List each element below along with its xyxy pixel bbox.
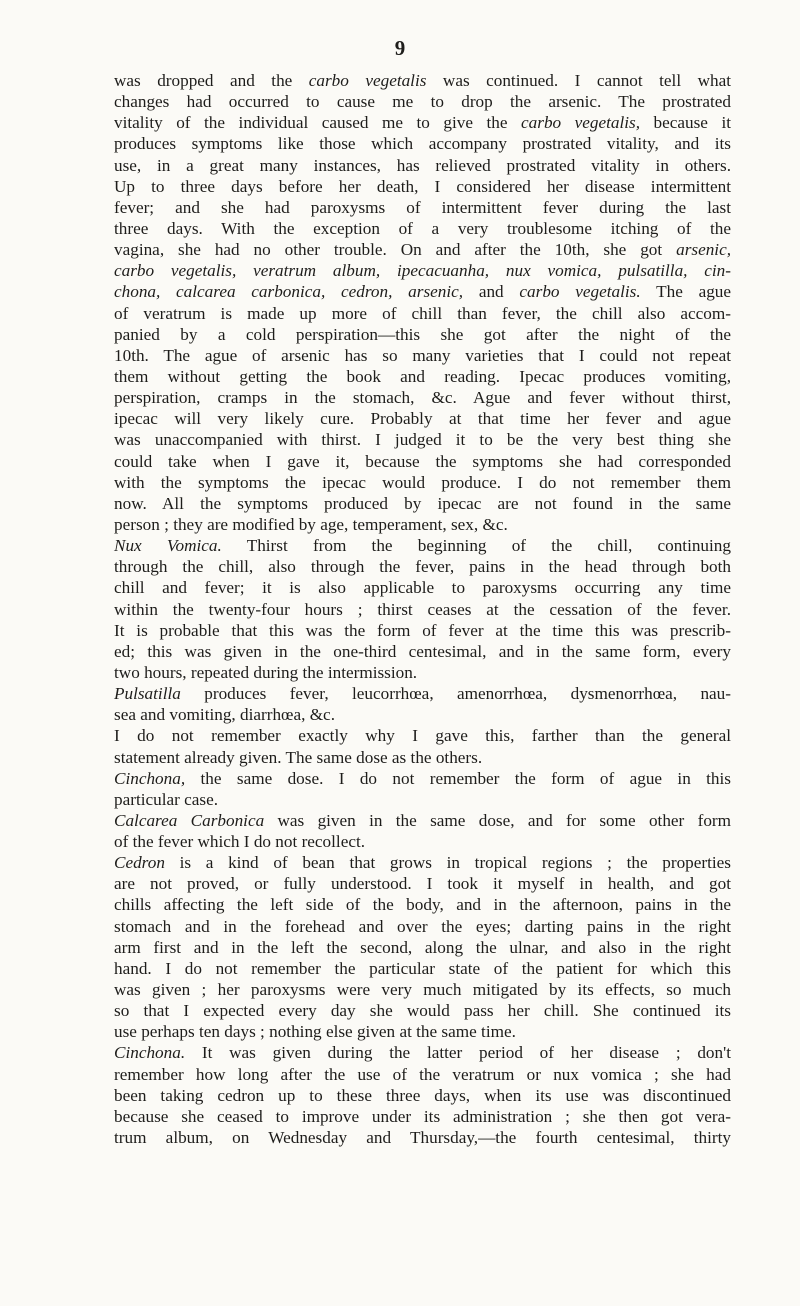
- text-line: [114, 916, 731, 937]
- text-run: produces symptoms like those which accompany prostrated vitality, and its: [114, 134, 731, 154]
- text-run: of veratrum is made up more of chill than fever, the chill also accom-: [114, 303, 731, 323]
- text-line: [114, 70, 731, 91]
- text-line: [114, 260, 731, 281]
- text-line: [114, 1021, 731, 1042]
- text-line: [114, 937, 731, 958]
- page-number: 9: [394, 36, 406, 60]
- text-line: [114, 768, 731, 789]
- text-line: [114, 831, 731, 852]
- text-line: [114, 218, 731, 239]
- text-line: [114, 852, 731, 873]
- text-run: was dropped and the: [114, 71, 309, 90]
- text-run: ipecac will very likely cure. Probably at that time her fever and ague: [114, 409, 731, 429]
- text-line: [114, 620, 731, 641]
- text-line: [114, 1106, 731, 1127]
- italic-text: carbo vegetalis, veratrum album, ipecacuanha, nux vomica, pulsatilla, cin-: [114, 261, 731, 281]
- text-run: person ; they are modified by age, temperament, sex, &c.: [114, 514, 508, 534]
- italic-text: carbo vegetalis,: [521, 113, 641, 133]
- text-run: now. All the symptoms produced by ipecac are not found in the same: [114, 493, 731, 513]
- text-line: [114, 155, 731, 176]
- text-line: [114, 197, 731, 218]
- text-line: [114, 408, 731, 429]
- text-line: [114, 366, 731, 387]
- text-run: changes had occurred to cause me to drop the arsenic. The prostrated: [114, 92, 731, 112]
- text-line: [114, 1085, 731, 1106]
- text-run: with the symptoms the ipecac would produce. I do not remember them: [114, 472, 731, 492]
- text-line: [114, 493, 731, 514]
- text-line: [114, 725, 731, 746]
- text-line: [114, 303, 731, 324]
- text-run: Up to three days before her death, I considered her disease intermittent: [114, 176, 731, 196]
- text-line: [114, 894, 731, 915]
- text-run: was given ; her paroxysms were very much mitigated by its effects, so much: [114, 980, 731, 1000]
- text-line: [114, 1127, 731, 1148]
- text-run: hand. I do not remember the particular state of the patient for which this: [114, 958, 731, 978]
- text-run: was unaccompanied with thirst. I judged it to be the very best thing she: [114, 430, 731, 450]
- text-line: [114, 239, 731, 260]
- text-run: use perhaps ten days ; nothing else given at the same time.: [114, 1022, 516, 1042]
- text-line: [114, 1064, 731, 1085]
- text-run: fever; and she had paroxysms of intermittent fever during the last: [114, 197, 731, 217]
- italic-text: Cinchona.: [114, 1043, 186, 1063]
- text-run: statement already given. The same dose as the others.: [114, 747, 483, 767]
- text-run: because she ceased to improve under its administration ; she then got vera-: [114, 1106, 731, 1126]
- text-run: because it: [640, 113, 731, 133]
- text-run: been taking cedron up to these three days, when its use was discontinued: [114, 1085, 731, 1105]
- text-run: Thirst from the beginning of the chill, continuing: [221, 536, 731, 556]
- text-run: is a kind of bean that grows in tropical regions ; the properties: [164, 853, 731, 873]
- italic-text: arsenic,: [676, 240, 731, 260]
- text-line: [114, 429, 731, 450]
- text-run: ed; this was given in the one-third centesimal, and in the same form, every: [114, 641, 731, 661]
- text-run: particular case.: [114, 789, 219, 809]
- text-run: chills affecting the left side of the body, and in the afternoon, pains in the: [114, 895, 731, 915]
- text-line: [114, 451, 731, 472]
- text-line: [114, 281, 731, 302]
- text-line: [114, 112, 731, 133]
- text-line: [114, 91, 731, 112]
- text-run: and: [463, 282, 520, 302]
- text-line: [114, 747, 731, 768]
- italic-text: carbo vegetalis: [308, 71, 427, 90]
- text-run: arm first and in the left the second, along the ulnar, and also in the right: [114, 937, 731, 957]
- text-run: It is probable that this was the form of fever at the time this was prescrib-: [114, 620, 731, 640]
- text-run: three days. With the exception of a very troublesome itching of the: [114, 218, 731, 238]
- text-line: [114, 958, 731, 979]
- text-line: [114, 789, 731, 810]
- text-run: the same dose. I do not remember the form of ague in this: [185, 768, 731, 788]
- text-run: vitality of the individual caused me to give the: [114, 113, 522, 133]
- text-run: sea and vomiting, diarrhœa, &c.: [114, 705, 335, 725]
- text-line: [114, 979, 731, 1000]
- text-run: through the chill, also through the fever, pains in the head through both: [114, 557, 731, 577]
- text-line: [114, 683, 731, 704]
- text-run: two hours, repeated during the intermission.: [114, 662, 418, 682]
- italic-text: chona, calcarea carbonica, cedron, arsenic,: [114, 282, 464, 302]
- text-line: [114, 810, 731, 831]
- text-line: [114, 176, 731, 197]
- text-run: trum album, on Wednesday and Thursday,—the fourth centesimal, thirty: [114, 1128, 731, 1148]
- text-run: was continued. I cannot tell what: [426, 71, 731, 90]
- text-line: [114, 1000, 731, 1021]
- text-run: so that I expected every day she would pass her chill. She continued its: [114, 1001, 731, 1021]
- text-line: [114, 599, 731, 620]
- text-line: [114, 662, 731, 683]
- text-line: [114, 324, 731, 345]
- text-run: produces fever, leucorrhœa, amenorrhœa, dysmenorrhœa, nau-: [180, 684, 731, 704]
- italic-text: Pulsatilla: [114, 684, 181, 704]
- text-run: use, in a great many instances, has relieved prostrated vitality in others.: [114, 155, 731, 175]
- text-line: [114, 133, 731, 154]
- text-run: panied by a cold perspiration—this she got after the night of the: [114, 324, 731, 344]
- text-run: of the fever which I do not recollect.: [114, 832, 366, 852]
- text-run: The ague: [640, 282, 732, 302]
- text-run: stomach and in the forehead and over the eyes; darting pains in the right: [114, 916, 731, 936]
- text-line: [114, 472, 731, 493]
- text-run: I do not remember exactly why I gave this, farther than the general: [114, 726, 731, 746]
- text-run: It was given during the latter period of her disease ; don't: [185, 1043, 731, 1063]
- text-run: are not proved, or fully understood. I took it myself in health, and got: [114, 874, 731, 894]
- text-line: [114, 556, 731, 577]
- text-run: was given in the same dose, and for some other form: [264, 810, 731, 830]
- text-run: perspiration, cramps in the stomach, &c. Ague and fever without thirst,: [114, 388, 731, 408]
- text-run: them without getting the book and reading. Ipecac produces vomiting,: [114, 366, 731, 386]
- text-run: vagina, she had no other trouble. On and after the 10th, she got: [114, 240, 677, 260]
- text-line: [114, 704, 731, 725]
- text-line: [114, 641, 731, 662]
- italic-text: Cinchona,: [114, 768, 186, 788]
- text-line: [114, 514, 731, 535]
- text-line: [114, 535, 731, 556]
- text-run: could take when I gave it, because the symptoms she had corresponded: [114, 451, 731, 471]
- text-line: [114, 345, 731, 366]
- italic-text: Cedron: [114, 853, 165, 873]
- body-text: [114, 70, 731, 1148]
- text-run: within the twenty-four hours ; thirst ceases at the cessation of the fever.: [114, 599, 731, 619]
- italic-text: carbo vegetalis.: [519, 282, 641, 302]
- text-line: [114, 873, 731, 894]
- text-run: chill and fever; it is also applicable to paroxysms occurring any time: [114, 578, 731, 598]
- text-line: [114, 387, 731, 408]
- italic-text: Calcarea Carbonica: [114, 810, 265, 830]
- text-line: [114, 577, 731, 598]
- text-line: [114, 1042, 731, 1063]
- text-run: remember how long after the use of the veratrum or nux vomica ; she had: [114, 1064, 731, 1084]
- italic-text: Nux Vomica.: [114, 536, 222, 556]
- text-run: 10th. The ague of arsenic has so many varieties that I could not repeat: [114, 345, 731, 365]
